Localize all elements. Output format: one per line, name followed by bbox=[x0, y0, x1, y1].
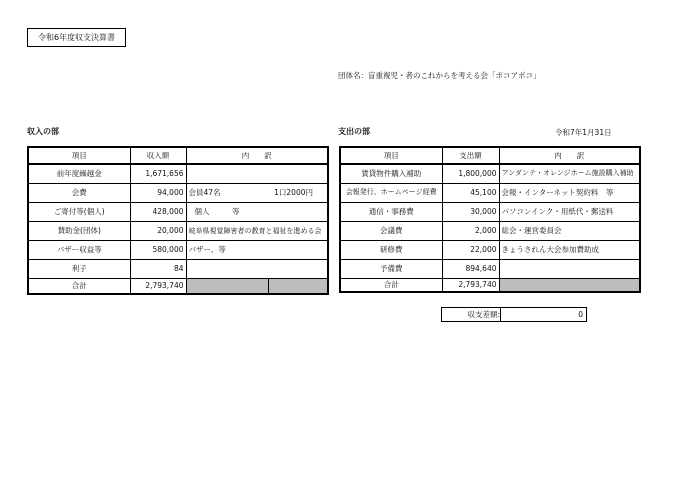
income-total-blank bbox=[186, 278, 328, 294]
income-detail: 岐阜県視覚障害者の教育と福祉を進める会 bbox=[186, 221, 328, 240]
table-row bbox=[28, 221, 328, 240]
expense-total-label: 合計 bbox=[340, 278, 442, 292]
table-row bbox=[28, 259, 328, 278]
expense-table bbox=[339, 146, 641, 293]
expense-heading: 支出の部 bbox=[338, 127, 370, 136]
expense-header-amount: 支出額 bbox=[442, 147, 499, 164]
table-row bbox=[28, 183, 328, 202]
income-item: 賛助金(団体) bbox=[28, 221, 130, 240]
table-row bbox=[28, 202, 328, 221]
income-item: 会費 bbox=[28, 183, 130, 202]
income-item: ご寄付等(個人) bbox=[28, 202, 130, 221]
table-row bbox=[340, 164, 640, 183]
income-item: バザー収益等 bbox=[28, 240, 130, 259]
balance-label: 収支差額: bbox=[442, 308, 501, 321]
expense-header-detail: 内 訳 bbox=[499, 147, 640, 164]
income-heading: 収入の部 bbox=[27, 127, 59, 136]
income-amount: 94,000 bbox=[130, 183, 186, 202]
table-row-total bbox=[340, 278, 640, 292]
expense-detail: 会報・インターネット契約料 等 bbox=[499, 183, 640, 202]
expense-detail bbox=[499, 259, 640, 278]
income-detail-members: 会員47名 bbox=[188, 188, 221, 197]
expense-item: 通信・事務費 bbox=[340, 202, 442, 221]
table-row bbox=[340, 202, 640, 221]
expense-header-item: 項目 bbox=[340, 147, 442, 164]
income-detail: バザー、等 bbox=[186, 240, 328, 259]
document-date: 令和7年1月31日 bbox=[555, 128, 612, 137]
expense-total-blank bbox=[499, 278, 640, 292]
income-amount: 84 bbox=[130, 259, 186, 278]
income-table bbox=[27, 146, 329, 295]
income-detail bbox=[186, 183, 328, 202]
expense-detail: パソコンインク・用紙代・郵送料 bbox=[499, 202, 640, 221]
income-amount: 20,000 bbox=[130, 221, 186, 240]
balance-box bbox=[441, 307, 587, 322]
table-row bbox=[340, 183, 640, 202]
income-detail bbox=[186, 164, 328, 183]
income-item: 前年度繰越金 bbox=[28, 164, 130, 183]
income-detail-unit: 1口2000円 bbox=[274, 188, 313, 197]
expense-amount: 1,800,000 bbox=[442, 164, 499, 183]
table-row bbox=[28, 240, 328, 259]
income-amount: 428,000 bbox=[130, 202, 186, 221]
income-detail: 個人 等 bbox=[186, 202, 328, 221]
income-total-label: 合計 bbox=[28, 278, 130, 294]
income-header-detail: 内 訳 bbox=[186, 147, 328, 164]
expense-item: 賃貸物件購入補助 bbox=[340, 164, 442, 183]
expense-amount: 2,000 bbox=[442, 221, 499, 240]
income-item: 利子 bbox=[28, 259, 130, 278]
expense-amount: 22,000 bbox=[442, 240, 499, 259]
expense-amount: 30,000 bbox=[442, 202, 499, 221]
table-row bbox=[340, 240, 640, 259]
expense-item: 会報発行、ホームページ経費 bbox=[340, 183, 442, 202]
expense-item: 研修費 bbox=[340, 240, 442, 259]
expense-detail: アンダンテ・オレンジホーム施設購入補助 bbox=[499, 164, 640, 183]
organization-name: 団体名：盲重複児・者のこれからを考える会「ポコアポコ」 bbox=[338, 71, 541, 80]
income-header-item: 項目 bbox=[28, 147, 130, 164]
income-detail bbox=[186, 259, 328, 278]
table-row bbox=[340, 221, 640, 240]
expense-detail: 総会・運営委員会 bbox=[499, 221, 640, 240]
expense-item: 会議費 bbox=[340, 221, 442, 240]
document-title: 令和6年度収支決算書 bbox=[27, 28, 126, 47]
expense-total: 2,793,740 bbox=[442, 278, 499, 292]
table-row-total bbox=[28, 278, 328, 294]
income-amount: 580,000 bbox=[130, 240, 186, 259]
table-row bbox=[28, 164, 328, 183]
expense-detail: きょうされん大会参加費助成 bbox=[499, 240, 640, 259]
balance-value: 0 bbox=[578, 310, 583, 319]
expense-amount: 894,640 bbox=[442, 259, 499, 278]
income-amount: 1,671,656 bbox=[130, 164, 186, 183]
expense-amount: 45,100 bbox=[442, 183, 499, 202]
expense-item: 予備費 bbox=[340, 259, 442, 278]
income-header-amount: 収入額 bbox=[130, 147, 186, 164]
table-row bbox=[340, 259, 640, 278]
income-total: 2,793,740 bbox=[130, 278, 186, 294]
